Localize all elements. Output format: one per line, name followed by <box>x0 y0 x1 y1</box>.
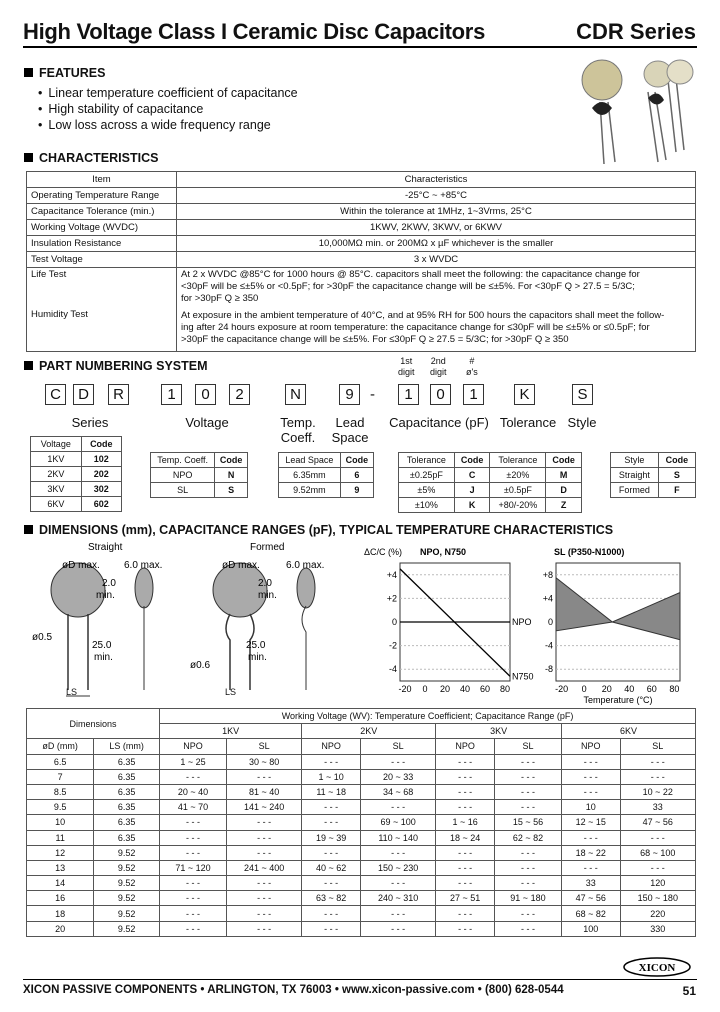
table-row: 6.5 6.35 1 ~ 25 30 ~ 80 - - - - - - - - - - - - - - - - - - <box>27 754 696 769</box>
table-row: 18 9.52 - - - - - - - - - - - - - - - - - - 68 ~ 82 220 <box>27 906 696 921</box>
header-rule <box>23 46 697 48</box>
svg-text:2.0: 2.0 <box>102 578 116 589</box>
pn-box: K <box>514 384 535 405</box>
table-row: 12 9.52 - - - - - - - - - - - - - - - - - - 18 ~ 22 68 ~ 100 <box>27 845 696 860</box>
table-row: 2KV 202 <box>31 467 122 482</box>
y-tick-label: -2 <box>388 640 397 651</box>
pn-box: 1 <box>463 384 484 405</box>
pn-box: D <box>73 384 94 405</box>
table-row: 20 9.52 - - - - - - - - - - - - - - - - - - 100 330 <box>27 921 696 936</box>
pn-box: 9 <box>339 384 360 405</box>
label-series: Series <box>71 415 109 430</box>
y-tick-label: +2 <box>386 593 397 604</box>
table-row: SL S <box>151 483 248 498</box>
table-row: Life Test Humidity Test At 2 x WVDC @85°C for 1000 hours @ 85°C. capacitors shall meet the following: the capacitance change for <30pF will be ≤±5% or <0.5pF; for >30pF the capacitance change will be ≤±5%. For <30pF Q > 27.5 = 5/3C; for >30pF Q ≥ 350 At exposure in the ambient temperature of 40°C, and at 95% RH for 500 hours the capacitors shall meet the follow- ing after 24 hours exposure at room temperature: the capacitance change for ≤30pF will be ≤±5% or ≤0.5pF; for >30pF the capacitance change will be ≤±5%. For ≤30pF Q ≥ 27.5 = 5/3C; for >30pF Q ≥ 350 <box>27 268 696 352</box>
feature-item: • Linear temperature coefficient of capacitance <box>38 85 298 101</box>
table-row: 14 9.52 - - - - - - - - - - - - - - - - - - 33 120 <box>27 876 696 891</box>
svg-text:min.: min. <box>258 590 277 601</box>
voltage-code-table: Voltage Code 1KV 102 2KV 202 3KV 302 6KV 602 <box>30 436 122 512</box>
characteristics-heading: CHARACTERISTICS <box>24 151 158 165</box>
pn-dash: - <box>370 386 375 403</box>
table-row: Insulation Resistance 10,000MΩ min. or 200MΩ x µF whichever is the smaller <box>27 236 696 252</box>
svg-text:ø0.5: ø0.5 <box>32 632 53 643</box>
pn-box: 2 <box>229 384 250 405</box>
svg-text:25.0: 25.0 <box>92 640 112 651</box>
table-row: Working Voltage (WVDC) 1KWV, 2KWV, 3KWV, or 6KWV <box>27 220 696 236</box>
x-tick-label: -20 <box>555 684 569 694</box>
x-tick-label: 60 <box>479 684 491 694</box>
digit-label-3: # ø's <box>466 356 478 377</box>
x-tick-label: 0 <box>422 684 428 694</box>
table-row: Capacitance Tolerance (min.) Within the tolerance at 1MHz, 1~3Vrms, 25°C <box>27 204 696 220</box>
x-tick-label: 80 <box>499 684 511 694</box>
table-row: Straight S <box>611 468 696 483</box>
svg-text:min.: min. <box>94 652 113 663</box>
x-tick-label: 20 <box>601 684 612 694</box>
pn-box: C <box>45 384 66 405</box>
svg-text:6.0 max.: 6.0 max. <box>286 560 325 571</box>
col-item: Item <box>27 172 177 188</box>
digit-label-2: 2nd digit <box>430 356 447 377</box>
y-tick-label: +8 <box>542 569 553 580</box>
ls-label-formed: LS <box>225 687 237 697</box>
capacitor-photo <box>560 52 700 167</box>
pn-box: S <box>572 384 593 405</box>
digit-label-1: 1st digit <box>398 356 415 377</box>
table-row: NPO N <box>151 468 248 483</box>
label-tolerance: Tolerance <box>499 415 557 430</box>
series-label: NPO <box>512 617 532 627</box>
table-row: 10 6.35 - - - - - - - - - 69 ~ 100 1 ~ 16 15 ~ 56 12 ~ 15 47 ~ 56 <box>27 815 696 830</box>
x-tick-label: 0 <box>581 684 587 694</box>
style-code-table: Style Code Straight S Formed F <box>610 452 696 498</box>
table-row: 9.5 6.35 41 ~ 70 141 ~ 240 - - - - - - - - - - - - 10 33 <box>27 800 696 815</box>
footer-rule <box>23 979 697 980</box>
x-tick-label: 40 <box>459 684 471 694</box>
y-axis-label: ΔC/C (%) <box>364 547 403 557</box>
pn-box: N <box>285 384 306 405</box>
svg-text:øD max.: øD max. <box>62 560 100 571</box>
table-row: 1KV 102 <box>31 452 122 467</box>
svg-text:øD max.: øD max. <box>222 560 260 571</box>
series-title: CDR Series <box>576 19 696 44</box>
table-row: Test Voltage 3 x WVDC <box>27 252 696 268</box>
table-row: 16 9.52 - - - - - - 63 ~ 82 240 ~ 310 27 ~ 51 91 ~ 180 47 ~ 56 150 ~ 180 <box>27 891 696 906</box>
series-label: N750 <box>512 671 534 682</box>
table-row: ±0.25pF C ±20% M <box>399 468 582 483</box>
label-style: Style <box>567 415 597 430</box>
label-temp: Temp. Coeff. <box>280 415 316 445</box>
y-tick-label: -4 <box>388 664 397 675</box>
series-area <box>556 578 680 640</box>
pn-box: 0 <box>195 384 216 405</box>
y-tick-label: +4 <box>542 593 553 604</box>
y-tick-label: -8 <box>544 664 553 675</box>
lead-code-table: Lead Space Code 6.35mm 6 9.52mm 9 <box>278 452 374 498</box>
chart-title: NPO, N750 <box>420 547 467 557</box>
table-row: 9.52mm 9 <box>279 483 374 498</box>
capacitance-table: Dimensions Working Voltage (WV): Temperature Coefficient; Capacitance Range (pF) 1KV 2KV 3KV 6KV øD (mm) LS (mm) NPO SL NPO SL NPO SL NPO SL 6.5 6.35 1 ~ 25 30 ~ 80 - - - - - - - - - - - - - - - - - - 7 6.35 - - - - - - 1 ~ 10 20 ~ 33 - - - - - - - - - - - - 8.5 6.35 20 ~ 40 81 ~ 40 11 ~ 18 34 ~ 68 - - - - - - - - - 10 ~ 22 9.5 6.35 41 ~ 70 141 ~ 240 - - - - - - - - - - - - 10 33 10 6.35 - - - - - - - - - 69 ~ 100 1 ~ 16 15 ~ 56 12 ~ 15 47 ~ 56 11 6.35 - - - - - - 19 ~ 39 110 ~ 140 18 ~ 24 62 ~ 82 - - - - - - 12 9.52 - - - - - - - - - - - - - - - - - - 18 ~ 22 68 ~ 100 13 9.52 71 ~ 120 241 ~ 400 40 ~ 62 150 ~ 230 - - - - - - - - - - - - 14 9.52 - - - - - - - - - - - - - - - - - - 33 120 16 9.52 - - - - - - 63 ~ 82 240 ~ 310 27 ~ 51 91 ~ 180 47 ~ 56 150 ~ 180 18 9.52 - - - - - - - - - - - - - - - - - - 68 ~ 82 220 20 9.52 - - - - - - - - - - - - - - - - - - 100 330 <box>26 708 696 937</box>
table-row: 6.35mm 6 <box>279 468 374 483</box>
features-list <box>38 85 298 133</box>
table-row: ±10% K +80/-20% Z <box>399 498 582 513</box>
chart-title: SL (P350-N1000) <box>554 547 625 557</box>
table-row: Operating Temperature Range -25°C ~ +85°C <box>27 188 696 204</box>
x-tick-label: 80 <box>669 684 680 694</box>
pn-box: R <box>108 384 129 405</box>
pn-box: 0 <box>430 384 451 405</box>
ls-label-straight: LS <box>66 687 78 697</box>
y-tick-label: -4 <box>544 640 553 651</box>
page-title: High Voltage Class I Ceramic Disc Capacitors <box>23 19 486 44</box>
footer-text: XICON PASSIVE COMPONENTS • ARLINGTON, TX 76003 • www.xicon-passive.com • (800) 628-0544 <box>23 984 564 996</box>
x-tick-label: 20 <box>439 684 451 694</box>
part-number-boxes <box>45 384 605 406</box>
svg-text:min.: min. <box>248 652 267 663</box>
formed-label: Formed <box>250 542 285 553</box>
svg-text:min.: min. <box>96 590 115 601</box>
table-row: 7 6.35 - - - - - - 1 ~ 10 20 ~ 33 - - - - - - - - - - - - <box>27 769 696 784</box>
svg-text:25.0: 25.0 <box>246 640 266 651</box>
y-tick-label: 0 <box>547 617 553 627</box>
col-char: Characteristics <box>177 172 696 188</box>
tolerance-code-table: Tolerance Code Tolerance Code ±0.25pF C ±20% M ±5% J ±0.5pF D ±10% K +80/-20% Z <box>398 452 582 513</box>
svg-text:ø0.6: ø0.6 <box>190 660 211 671</box>
label-voltage: Voltage <box>185 415 229 430</box>
characteristics-table <box>26 171 696 352</box>
x-axis-label: Temperature (°C) <box>583 695 653 705</box>
label-lead: Lead Space <box>331 415 369 445</box>
y-tick-label: +4 <box>386 569 397 580</box>
table-row: 8.5 6.35 20 ~ 40 81 ~ 40 11 ~ 18 34 ~ 68 - - - - - - - - - 10 ~ 22 <box>27 784 696 799</box>
feature-item: • Low loss across a wide frequency range <box>38 117 298 133</box>
straight-label: Straight <box>88 542 123 553</box>
table-row: ±5% J ±0.5pF D <box>399 483 582 498</box>
dimension-drawing <box>26 540 346 700</box>
table-row: 3KV 302 <box>31 482 122 497</box>
pn-box: 1 <box>398 384 419 405</box>
table-row: 13 9.52 71 ~ 120 241 ~ 400 40 ~ 62 150 ~ 230 - - - - - - - - - - - - <box>27 860 696 875</box>
svg-text:2.0: 2.0 <box>258 578 272 589</box>
pn-box: 1 <box>161 384 182 405</box>
sl-chart <box>540 545 700 705</box>
temp-code-table: Temp. Coeff. Code NPO N SL S <box>150 452 248 498</box>
table-row: Formed F <box>611 483 696 498</box>
dimensions-heading: DIMENSIONS (mm), CAPACITANCE RANGES (pF), TYPICAL TEMPERATURE CHARACTERISTICS <box>24 523 613 537</box>
x-tick-label: 60 <box>646 684 657 694</box>
features-heading: FEATURES <box>24 66 105 80</box>
x-tick-label: 40 <box>624 684 635 694</box>
table-row: 6KV 602 <box>31 497 122 512</box>
npo-n750-chart <box>360 545 540 705</box>
svg-text:6.0 max.: 6.0 max. <box>124 560 163 571</box>
xicon-logo <box>622 956 692 978</box>
feature-item: • High stability of capacitance <box>38 101 298 117</box>
label-capacitance: Capacitance (pF) <box>389 415 489 430</box>
table-row: 11 6.35 - - - - - - 19 ~ 39 110 ~ 140 18 ~ 24 62 ~ 82 - - - - - - <box>27 830 696 845</box>
svg-text:XICON: XICON <box>638 962 676 974</box>
y-tick-label: 0 <box>391 617 397 627</box>
pns-heading: PART NUMBERING SYSTEM <box>24 359 208 373</box>
x-tick-label: -20 <box>398 684 412 694</box>
page-number: 51 <box>682 984 696 998</box>
